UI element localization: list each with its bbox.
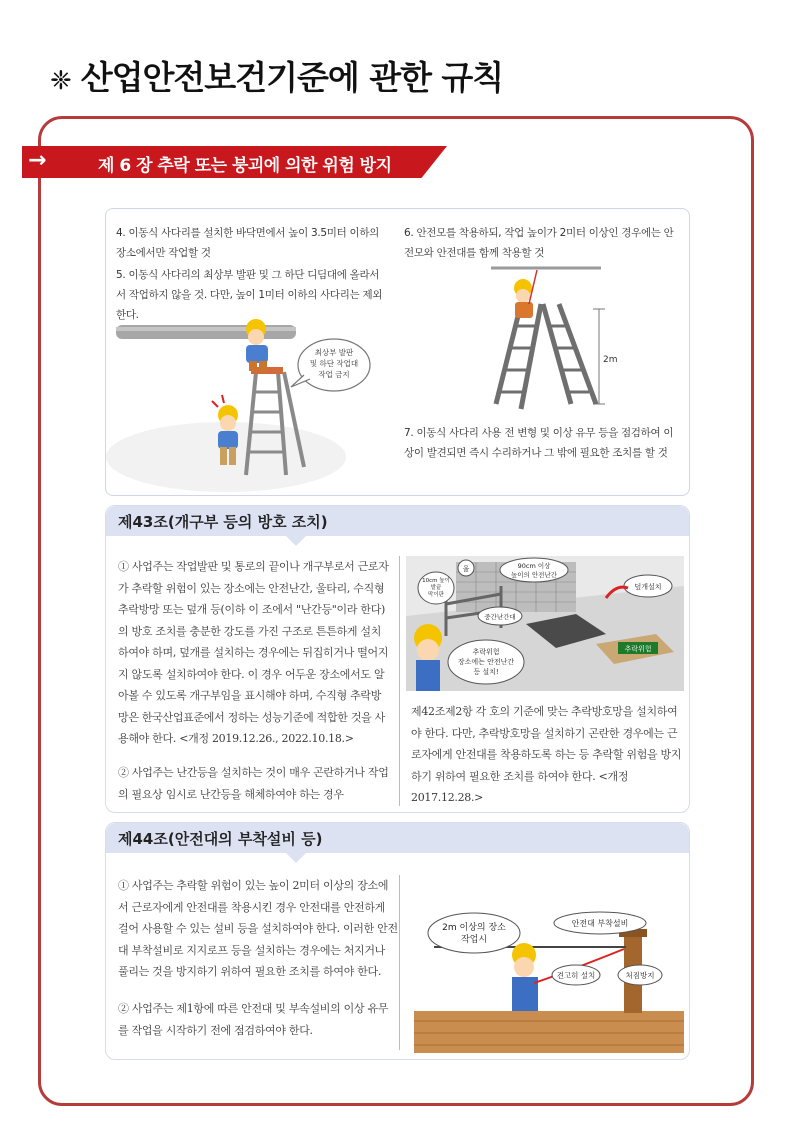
rail-line-2: 높이의 안전난간 (510, 571, 558, 579)
column-divider (399, 875, 400, 1050)
rail-line-1: 90cm 이상 (517, 562, 551, 570)
article-43-para-2: ② 사업주는 난간등을 설치하는 것이 매우 곤란하거나 작업의 필요상 임시로 난간등을 해체하여야 하는 경우 (118, 766, 389, 801)
bubble-line-2: 및 하단 작업대 (309, 359, 359, 368)
speech-line-2: 장소에는 안전난간 (457, 658, 515, 666)
attach-label: 안전대 부착설비 (571, 919, 629, 928)
rule-item-4: 4. 이동식 사다리를 설치한 바닥면에서 높이 3.5미터 이하의 장소에서만 작업할 것 (116, 227, 380, 259)
page-title (50, 52, 503, 99)
article-43 (105, 505, 690, 813)
article-44-para-1: ① 사업주는 추락할 위험이 있는 높이 2미터 이상의 장소에서 근로자에게 안전대를 착용시킨 경우 안전대를 안전하게 걸어 사용할 수 있는 설비 등을 설치하여야 한다. 이러한 안전대 부착설비로 지지로프 등을 설치하는 경우에는 처지거나 풀리는 것을 방지하기 위하여 필요한 조치를 하여야 한다. (118, 879, 398, 978)
article-43-para-1: ① 사업주는 작업발판 및 통로의 끝이나 개구부로서 근로자가 추락할 위험이 있는 장소에는 안전난간, 울타리, 수직형 추락방망 또는 덮개 등(이하 이 조에서 "난간등"이라 한다)의 방호 조치를 충분한 강도를 가진 구조로 튼튼하게 설치하여야 하며, 덮개를 설치하는 경우에는 뒤집히거나 떨어지지 않도록 설치하여야 한다. 이 경우 어두운 장소에서도 알아볼 수 있도록 개구부임을 표시해야 하며, 수직형 추락방망은 한국산업표준에서 정하는 성능기준에 적합한 것을 사용해야 한다. <개정 2019.12.26., 2022.10.18.> (118, 560, 389, 745)
rule-item-6: 6. 안전모를 착용하되, 작업 높이가 2미터 이상인 경우에는 안전모와 안전대를 함께 착용할 것 (404, 227, 674, 259)
toe-line-1: 10cm 높이 (422, 578, 450, 584)
bubble-line-1: 최상부 발판 (314, 348, 354, 357)
speech-line-1: 2m 이상의 장소 (442, 923, 506, 933)
arrow-right-icon: → (28, 148, 47, 173)
speech-line-2: 작업시 (460, 935, 488, 945)
header-notch (286, 853, 306, 863)
hazard-sign-text: 추락위험 (624, 645, 652, 653)
chapter-title: 제 6 장 추락 또는 붕괴에 의한 위험 방지 (98, 156, 392, 176)
bubble-line-3: 작업 금지 (318, 370, 350, 379)
toe-line-2: 발끝 (430, 585, 442, 591)
article-43-header (106, 506, 689, 536)
asterisk-icon: ❈ (50, 66, 71, 96)
ladder-harness-illustration (481, 264, 621, 419)
article-43-para-2-cont: 제42조제2항 각 호의 기준에 맞는 추락방호망을 설치하여야 한다. 다만, 추락방호망을 설치하기 곤란한 경우에는 근로자에게 안전대를 착용하도록 하는 등 추락할 위험을 방지하기 위하여 필요한 조치를 하여야 한다. <개정 2017.12.28.> (411, 705, 682, 804)
header-notch (286, 536, 306, 546)
article-44-para-2: ② 사업주는 제1항에 따른 안전대 및 부속설비의 이상 유무를 작업을 시작하기 전에 점검하여야 한다. (118, 1002, 389, 1037)
article-44-heading: 제44조(안전대의 부착설비 등) (118, 830, 323, 848)
chapter-banner (22, 146, 447, 178)
ladder-rules-box (105, 208, 690, 496)
fence-label: 울 (462, 565, 470, 573)
midrail-label: 중간난간대 (484, 613, 516, 621)
height-label: 2m (603, 355, 618, 365)
ladder-top-illustration (106, 317, 391, 492)
article-44 (105, 822, 690, 1060)
cover-label: 덮개설치 (634, 583, 662, 591)
anchor-line-illustration (414, 903, 684, 1053)
opening-guard-illustration (406, 556, 684, 691)
speech-line-1: 추락위험 (472, 648, 500, 656)
article-44-header (106, 823, 689, 853)
toe-line-3: 막이판 (428, 592, 444, 598)
page-title-text: 산업안전보건기준에 관한 규칙 (80, 58, 504, 97)
secure-label: 견고히 설치 (556, 971, 596, 980)
sag-label: 처짐방지 (625, 971, 655, 980)
rule-item-5: 5. 이동식 사다리의 최상부 발판 및 그 하단 디딤대에 올라서서 작업하지 않을 것. 다만, 높이 1미터 이하의 사다리는 제외한다. (116, 269, 383, 321)
article-43-heading: 제43조(개구부 등의 방호 조치) (118, 513, 328, 531)
speech-line-3: 등 설치! (473, 668, 499, 676)
column-divider (399, 556, 400, 806)
rule-item-7: 7. 이동식 사다리 사용 전 변형 및 이상 유무 등을 점검하여 이상이 발견되면 즉시 수리하거나 그 밖에 필요한 조치를 할 것 (404, 427, 674, 459)
